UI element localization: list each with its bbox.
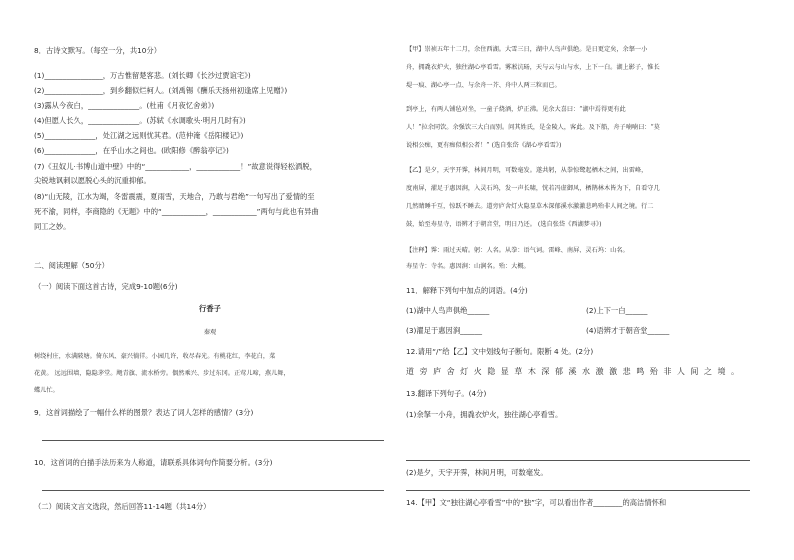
q11-item-1: (1)湖中人鸟声俱绝______ — [406, 306, 490, 315]
q13-item-2: (2)是夕，天宇开霁，林间月明，可数毫发。 — [406, 468, 548, 477]
q11-prompt: 11．解释下列句中加点的词语。(4分) — [406, 286, 528, 295]
jia-line-6: 人！”拉余同饮。余强饮三大白而别。问其姓氏，是金陵人，客此。及下船，舟子喃喃曰：“莫 — [406, 124, 660, 131]
poem-line-1: 树绕村庄，水满陂塘。倚东风、豪兴徜徉。小园几许，收尽春光。有桃花红，李花白，菜 — [34, 353, 276, 360]
q8-title: 8．古诗文默写。（每空一分，共10分） — [34, 46, 162, 55]
yi-line-4: 鼓，始至寿星寺，语辨才于朝音堂，明日乃还。 (选自张岱《西湖梦寻》) — [406, 221, 602, 228]
part2-heading: （二）阅读文言文选段，然后回答11-14题（共14分） — [34, 502, 211, 511]
poem-line-2: 花黄。 远远围墙，隐隐茅堂。飏青旗、流水桥旁。偶然乘兴、步过东冈。正莺儿啼，燕儿舞， — [34, 370, 290, 377]
yi-line-3-underlined: 几然睛睡千互，惊跃不睡去。道旁庐舍灯火隐显草木深郁溪水激激悲鸣殆非人间之境。行二 — [406, 203, 654, 210]
left-column — [34, 0, 386, 560]
q13-item-1: (1)余拏一小舟，拥毳衣炉火，独往湖心亭看雪。 — [406, 410, 563, 419]
q11-item-4: (4)语辨才于朝音堂______ — [586, 326, 670, 335]
q9-answer-line[interactable] — [42, 440, 384, 441]
q11-item-2: (2)上下一白______ — [586, 306, 648, 315]
q8-item-2: (2)________________，到乡翻似烂柯人。(刘禹锡《酬乐天扬州初逢席上见赠》) — [34, 86, 288, 95]
q8-item-5: (5)______________，处江湖之远则忧其君。(范仲淹《岳阳楼记》) — [34, 131, 244, 140]
jia-line-1: 【甲】崇祯五年十二月，余住西湖。大雪三日，湖中人鸟声俱绝。是日更定矣，余拏一小 — [406, 46, 648, 53]
jia-line-2: 舟，拥毳衣炉火，独往湖心亭看雪。雾凇沆砀，天与云与山与水，上下一白。湖上影子，惟长 — [406, 64, 660, 71]
q8-item-1: (1)________________，万古惟留楚客悲。(刘长卿《长沙过贾谊宅》) — [34, 71, 251, 80]
q8-item-8-cont: 死不渝，同样，李商隐的《无题》中的“____________，____________”两句与此也有异曲 — [34, 207, 319, 216]
q14-prompt: 14.【甲】文“独往湖心亭看雪”中的“独”字，可以看出作者________的高洁情怀和 — [406, 498, 667, 507]
part1-heading: （一）阅读下面这首古诗，完成9-10题(6分) — [34, 282, 178, 291]
q9-prompt: 9．这首词描绘了一幅什么样的图景？表达了词人怎样的感情？(3分) — [34, 408, 254, 417]
right-column — [406, 0, 758, 560]
q8-item-7: (7)《丑奴儿·书博山道中壁》中的“____________，____________！”故意说得轻松洒脱， — [34, 162, 317, 171]
notes-line-2: 寿星寺：寺名。惠因涧：山涧名。殆：大概。 — [406, 263, 530, 270]
q10-prompt: 10．这首词的白描手法历来为人称道，请联系具体词句作简要分析。(3分) — [34, 458, 273, 467]
q10-answer-line[interactable] — [42, 490, 384, 491]
q13-1-answer-line[interactable] — [406, 460, 750, 461]
q8-item-8: (8)“山无陵，江水为竭，冬雷震震，夏雨雪，天地合，乃敢与君绝”一句写出了爱情的至 — [34, 192, 315, 201]
q8-item-6: (6)______________，在乎山水之间也。(欧阳修《醉翁亭记》) — [34, 146, 229, 155]
yi-line-1: 【乙】是夕，天宇开霁，林间月明，可数毫发。遂共躬，从拳惊鹭起栖木之间，出雷峰， — [406, 167, 648, 174]
q12-prompt: 12.请用“/”给【乙】文中划线句子断句。限断 4 处。(2分) — [406, 347, 594, 356]
q8-item-3: (3)露从今夜白，______________。(杜甫《月夜忆舍弟》) — [34, 101, 215, 110]
jia-line-5: 到亭上，有两人铺毡对坐，一童子烧酒，炉正沸。见余大喜曰：“湖中焉得更有此 — [406, 106, 626, 113]
q8-item-4: (4)但愿人长久，______________。(苏轼《水调歌头·明月几时有》) — [34, 116, 246, 125]
q13-prompt: 13.翻译下列句子。(4分) — [406, 389, 487, 398]
q8-item-8-end: 同工之妙。 — [34, 222, 71, 231]
jia-line-7: 说相公痴，更有痴似相公者！” (选自张岱《湖心亭看雪》) — [406, 142, 562, 149]
yi-line-2: 度南屏，濯足于惠因涧，入灵石坞，发一声长啸，恍若冯虚御风，栖鹊林木皆为下，自看守几 — [406, 185, 660, 192]
q12-sentence: 道 旁 庐 舍 灯 火 隐 显 草 木 深 郁 溪 水 激 激 悲 鸣 殆 非 人 间 之 境 。 — [406, 367, 741, 376]
q11-item-3: (3)濯足于惠因涧______ — [406, 326, 483, 335]
notes-line-1: 【注释】霁：雨过天晴。躬：人名。从拳：语气词。雷峰、南屏、灵石坞：山名。 — [406, 247, 629, 254]
q13-2-answer-line[interactable] — [406, 490, 750, 491]
poem-author: 秦观 — [203, 329, 217, 336]
poem-title: 行香子 — [199, 304, 221, 313]
q8-item-7-cont: 尖锐地讽刺以愿脱心头的沉重抑郁。 — [34, 176, 151, 185]
section2-heading: 二、阅读理解（50分） — [34, 261, 109, 270]
jia-line-3: 堤一痕、湖心亭一点、与余舟一芥、舟中人两三粒而已。 — [406, 82, 561, 89]
poem-line-3: 蝶儿忙。 — [34, 387, 59, 394]
